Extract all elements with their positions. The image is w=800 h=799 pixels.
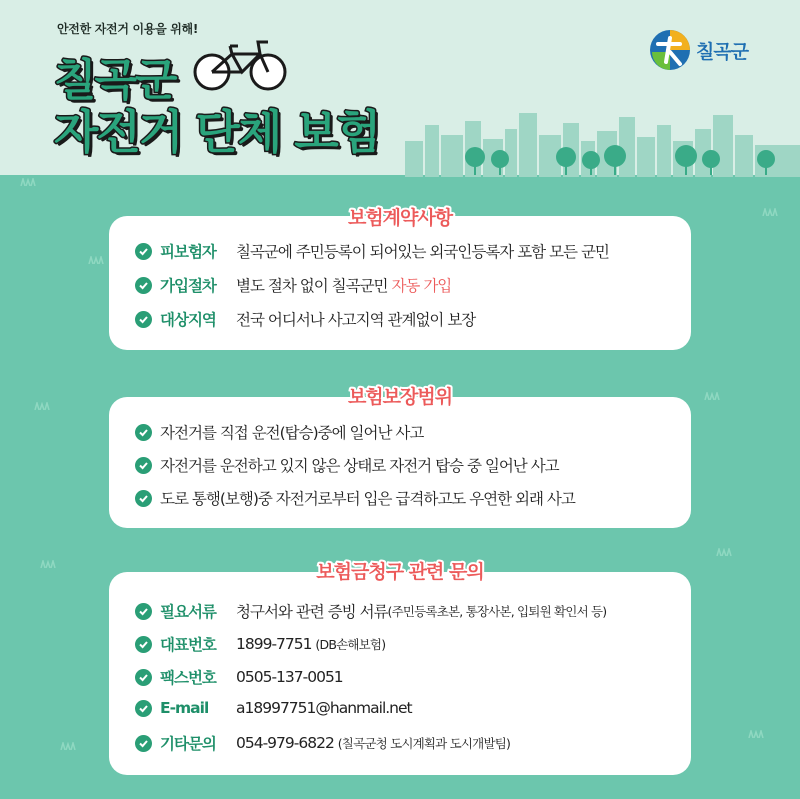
- check-circle-icon: [135, 603, 152, 620]
- header-tagline: 안전한 자전거 이용을 위해!: [57, 22, 199, 36]
- contract-row-label: 대상지역: [160, 311, 216, 329]
- claims-row-label: 필요서류: [160, 603, 216, 621]
- claims-row-note: (DB손해보험): [315, 637, 386, 652]
- claims-row-note: (주민등록초본, 통장사본, 입퇴원 확인서 등): [387, 604, 607, 619]
- title-line2: 자전거 단체 보험: [54, 105, 380, 159]
- claims-row-value: 054-979-6822: [236, 734, 338, 752]
- check-circle-icon: [135, 457, 152, 474]
- claims-section-title: 보험금청구 관련 문의: [316, 561, 484, 583]
- claims-row-note: (칠곡군청 도시계획과 도시개발팀): [337, 736, 511, 751]
- contract-row: [135, 240, 609, 262]
- contract-row-value: 별도 절차 없이 칠곡군민: [236, 277, 392, 295]
- coverage-item: [135, 454, 559, 476]
- grass-icon: [88, 256, 104, 264]
- claims-row-value: 청구서와 관련 증빙 서류: [236, 603, 388, 621]
- check-circle-icon: [135, 636, 152, 653]
- claims-row-label: 기타문의: [160, 735, 216, 753]
- contract-row: [135, 274, 451, 296]
- check-circle-icon: [135, 700, 152, 717]
- claims-row-value: 1899-7751: [236, 635, 316, 653]
- chilgok-logo: [648, 28, 748, 72]
- check-circle-icon: [135, 243, 152, 260]
- contract-row-value: 전국 어디서나 사고지역 관계없이 보장: [236, 311, 476, 329]
- contract-row: [135, 308, 475, 330]
- claims-row-label: 팩스번호: [160, 669, 216, 687]
- check-circle-icon: [135, 669, 152, 686]
- coverage-item-text: 자전거를 운전하고 있지 않은 상태로 자전거 탑승 중 일어난 사고: [160, 457, 559, 475]
- contract-row-value: 칠곡군에 주민등록이 되어있는 외국인등록자 포함 모든 군민: [236, 243, 609, 261]
- claims-row: [135, 666, 343, 688]
- grass-icon: [60, 742, 76, 750]
- claims-row: [135, 732, 510, 754]
- grass-icon: [20, 178, 36, 186]
- coverage-card: [109, 397, 691, 528]
- contract-row-label: 피보험자: [160, 243, 216, 261]
- check-circle-icon: [135, 490, 152, 507]
- claims-row-label: E-mail: [160, 699, 209, 717]
- logo-text: 칠곡군: [696, 40, 749, 63]
- contract-card: [109, 216, 691, 350]
- coverage-item-text: 자전거를 직접 운전(탑승)중에 일어난 사고: [160, 424, 424, 442]
- claims-row-value: 0505-137-0051: [236, 668, 343, 686]
- claims-row: [135, 699, 412, 717]
- coverage-item: [135, 421, 423, 443]
- coverage-section-title: 보험보장범위: [347, 386, 453, 408]
- coverage-item-text: 도로 통행(보행)중 자전거로부터 입은 급격하고도 우연한 외래 사고: [160, 490, 575, 508]
- title-line1: 칠곡군: [54, 55, 176, 106]
- check-circle-icon: [135, 735, 152, 752]
- contract-section-title: 보험계약사항: [347, 207, 453, 229]
- claims-row: [135, 600, 606, 622]
- grass-icon: [748, 730, 764, 738]
- email-link[interactable]: a18997751@hanmail.net: [236, 699, 412, 717]
- contract-row-value-accent: 자동 가입: [391, 277, 452, 295]
- check-circle-icon: [135, 424, 152, 441]
- grass-icon: [716, 548, 732, 556]
- coverage-item: [135, 487, 575, 509]
- claims-card: [109, 572, 691, 775]
- check-circle-icon: [135, 277, 152, 294]
- bicycle-icon: [190, 36, 290, 94]
- claims-row-label: 대표번호: [160, 636, 216, 654]
- check-circle-icon: [135, 311, 152, 328]
- claims-row: [135, 633, 385, 655]
- contract-row-label: 가입절차: [160, 277, 216, 295]
- chilgok-logo-icon: [648, 28, 692, 72]
